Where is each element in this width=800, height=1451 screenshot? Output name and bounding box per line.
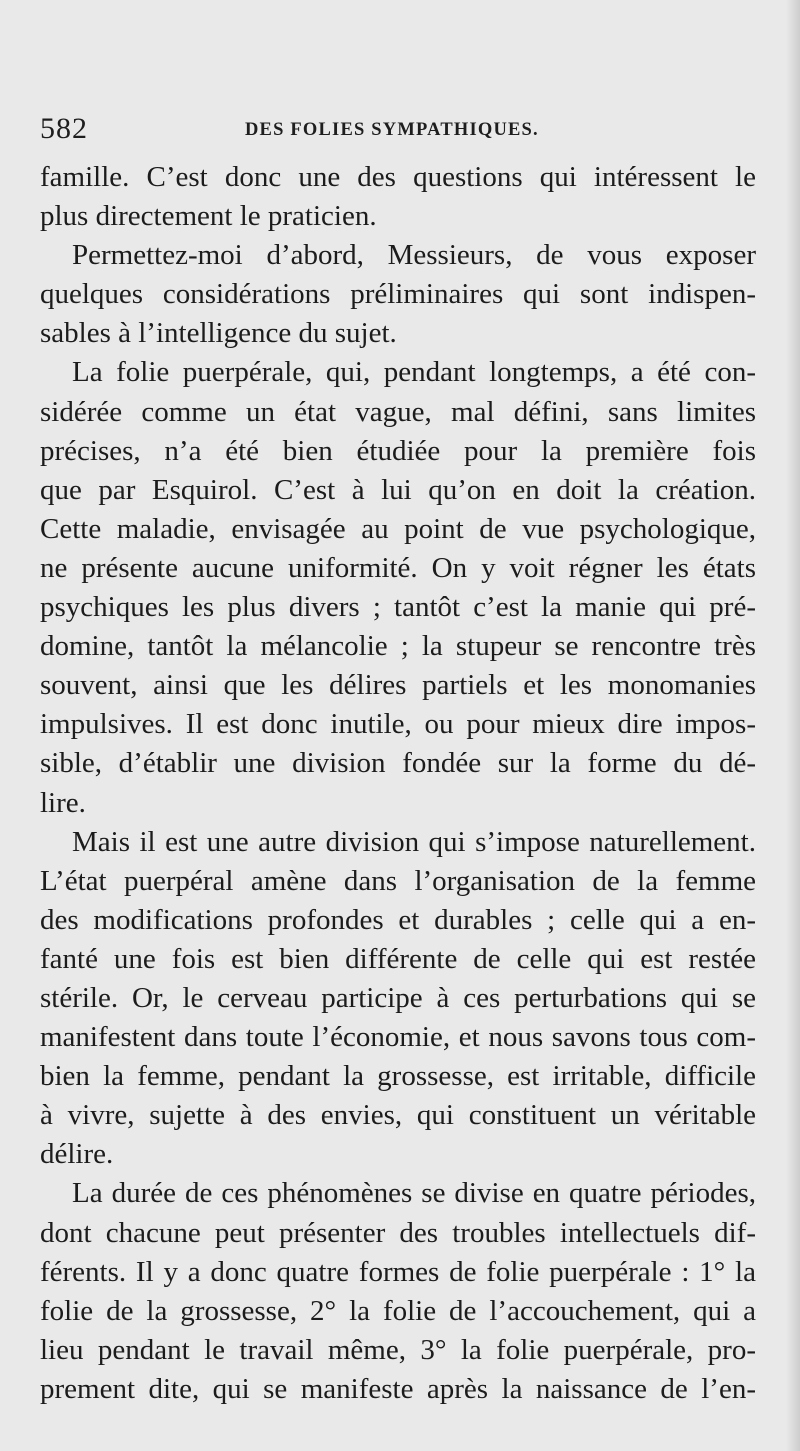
text-line: sible, d’établir une division fondée sur la forme du dé- <box>40 747 756 780</box>
text-line: Mais il est une autre division qui s’impose naturellement. <box>72 825 756 858</box>
text-line: plus directement le praticien. <box>40 200 377 233</box>
text-line: famille. C’est donc une des questions qui intéressent le <box>40 161 756 193</box>
text-line: lieu pendant le travail même, 3° la folie puerpérale, pro- <box>40 1333 756 1366</box>
text-line: stérile. Or, le cerveau participe à ces perturbations qui se <box>40 981 756 1014</box>
text-line: fanté une fois est bien différente de celle qui est restée <box>40 942 756 975</box>
text-line: Permettez-moi d’abord, Messieurs, de vous exposer <box>72 239 756 272</box>
body-text <box>40 158 756 1409</box>
text-line: Cette maladie, envisagée au point de vue psychologique, <box>40 512 756 545</box>
text-line: dont chacune peut présenter des troubles intellectuels dif- <box>40 1216 756 1249</box>
text-line: psychiques les plus divers ; tantôt c’est la manie qui pré- <box>40 591 756 624</box>
text-line: La durée de ces phénomènes se divise en quatre périodes, <box>72 1177 756 1210</box>
text-line: lire. <box>40 786 86 819</box>
page-edge-shadow <box>786 0 800 1451</box>
text-line: La folie puerpérale, qui, pendant longtemps, a été con- <box>72 356 756 389</box>
text-line: délire. <box>40 1138 114 1171</box>
text-line: prement dite, qui se manifeste après la naissance de l’en- <box>40 1372 756 1405</box>
page-number: 582 <box>40 112 88 145</box>
page-header <box>40 112 758 148</box>
text-line: férents. Il y a donc quatre formes de folie puerpérale : 1° la <box>40 1255 756 1288</box>
text-line: folie de la grossesse, 2° la folie de l’accouchement, qui a <box>40 1294 756 1327</box>
text-line: que par Esquirol. C’est à lui qu’on en doit la création. <box>40 473 756 506</box>
text-line: manifestent dans toute l’économie, et nous savons tous com- <box>40 1021 756 1054</box>
text-line: impulsives. Il est donc inutile, ou pour mieux dire impos- <box>40 708 756 741</box>
text-line: sidérée comme un état vague, mal défini, sans limites <box>40 395 756 428</box>
text-line: des modifications profondes et durables ; celle qui a en- <box>40 903 756 936</box>
text-line: souvent, ainsi que les délires partiels et les monomanies <box>40 669 756 702</box>
text-line: bien la femme, pendant la grossesse, est irritable, difficile <box>40 1060 756 1093</box>
text-line: précises, n’a été bien étudiée pour la première fois <box>40 434 756 467</box>
text-line: L’état puerpéral amène dans l’organisation de la femme <box>40 864 756 897</box>
text-line: domine, tantôt la mélancolie ; la stupeur se rencontre très <box>40 630 756 663</box>
text-line: quelques considérations préliminaires qui sont indispen- <box>40 278 756 311</box>
text-line: sables à l’intelligence du sujet. <box>40 317 397 350</box>
running-title: DES FOLIES SYMPATHIQUES. <box>245 120 539 140</box>
text-line: ne présente aucune uniformité. On y voit régner les états <box>40 551 756 584</box>
text-line: à vivre, sujette à des envies, qui constituent un véritable <box>40 1099 756 1132</box>
